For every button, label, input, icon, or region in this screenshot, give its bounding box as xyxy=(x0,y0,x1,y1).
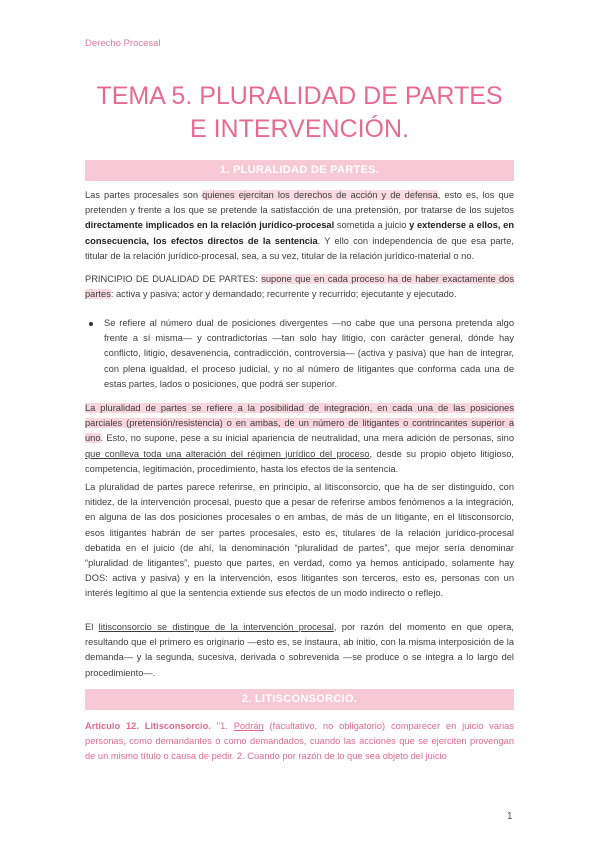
underlined-text: litisconsorcio se distingue de la intervención procesal xyxy=(98,622,334,632)
title-line-1: TEMA 5. PLURALIDAD DE PARTES xyxy=(96,82,503,110)
text: El xyxy=(85,622,99,632)
text: . Esto, no supone, pese a su inicial apariencia de neutralidad, una mera adición de personas, sino xyxy=(100,433,514,444)
paragraph-2 xyxy=(85,272,514,302)
title-line-2: E INTERVENCIÓN. xyxy=(189,115,410,143)
paragraph-3 xyxy=(85,401,514,477)
paragraph-1 xyxy=(85,188,514,264)
article-text: (facultativo, no obligatorio) comparecer en juicio varias personas, como demandantes o como demandados, cuando las acciones que se ejerciten provengan de un mismo título o causa de pedir. 2. Cuando por razón de lo que sea objeto del juicio xyxy=(85,721,514,762)
paragraph-6 xyxy=(85,719,514,765)
paragraph-4: La pluralidad de partes parece referirse, en principio, al litisconsorcio, que ha de ser distinguido, con nitidez, de la intervención procesal, puesto que a pesar de referirse ambos fenómenos a la integración, en alguna de las dos posiciones procesales o en ambas, de más de un litigante, en el litisconsorcio, esos litigantes habrán de ser partes procesales, esto es, titulares de la relación jurídico-procesal debatida en el juicio (de ahí, la denominación “pluralidad de partes”, que mejor sería denominar “pluralidad de litigantes”, puesto que partes, en verdad, como ya hemos anticipado, solamente hay DOS: activa y pasiva) y en la intervención, esos litigantes son terceros, esto es, personas con un interés legítimo al que la sentencia extiende sus efectos de un modo indirecto o reflejo. xyxy=(85,482,514,599)
bullet-point xyxy=(89,322,93,326)
section-heading-2: 2. LITISCONSORCIO. xyxy=(85,689,514,710)
text: Las partes procesales son xyxy=(85,190,203,200)
paragraph-5 xyxy=(85,620,514,681)
highlighted-text: La pluralidad de partes se refiere a la posibilidad de integración, en cada una de las posiciones parciales (pretensión/resistencia) o en ambas, de un número de litigantes o contrincantes superior a uno xyxy=(85,403,514,444)
text: : activa y pasiva; actor y demandado; recurrente y recurrido; ejecutante y ejecutado. xyxy=(110,289,457,300)
article-text: "1. xyxy=(210,721,234,731)
text: , esto es, los que pretenden y frente a los que se pretende la satisfacción de una pretensión, por tratarse de los sujetos xyxy=(85,190,514,216)
article-heading: Artículo 12. Litisconsorcio. xyxy=(85,721,211,731)
text: sometida a juicio xyxy=(334,220,410,231)
text: . Y ello con independencia de que esa parte, titular de la relación jurídico-procesal, sea, a su vez, titular de la relación jurídico-material o no. xyxy=(85,235,514,261)
underlined-text: Podrán xyxy=(233,721,264,731)
highlighted-text: supone que en cada proceso ha de haber exactamente dos partes xyxy=(85,274,515,300)
page-header: Derecho Procesal xyxy=(85,38,161,49)
text: PRINCIPIO DE DUALIDAD DE PARTES: xyxy=(85,274,262,284)
text: , desde su propio objeto litigioso, competencia, legitimación, procedimiento, hasta los efectos de la sentencia. xyxy=(85,448,514,474)
page-number: 1 xyxy=(507,811,513,822)
bullet-item: Se refiere al número dual de posiciones divergentes —no cabe que una persona pretenda algo frente a sí misma— y contradictorias —tan solo hay litigio, con carácter general, dónde hay conflicto, litigio, desavenencia, contradicción, controversia— (activa y pasiva) que han de integrar, con plena igualdad, el proceso judicial, y no al número de litigantes que conforma cada una de estas partes, lados o posiciones, que podrá ser superior. xyxy=(104,318,514,389)
bold-text: y extenderse a ellos, en consecuencia, los efectos directos de la sentencia xyxy=(85,220,515,246)
highlighted-text: quienes ejercitan los derechos de acción y de defensa xyxy=(202,190,438,200)
bold-text: directamente implicados en la relación jurídico-procesal xyxy=(85,220,335,231)
page-title xyxy=(60,80,539,146)
underlined-text: que conlleva toda una alteración del régimen jurídico del proceso xyxy=(85,448,370,459)
section-heading-1: 1. PLURALIDAD DE PARTES. xyxy=(85,160,514,181)
text: , por razón del momento en que opera, resultando que el primero es originario —esto es, se instaura, ab initio, con la misma interposición de la demanda— y la segunda, sucesiva, derivada o sobrevenida —se produce o se integra a lo largo del procedimiento—. xyxy=(85,622,514,678)
